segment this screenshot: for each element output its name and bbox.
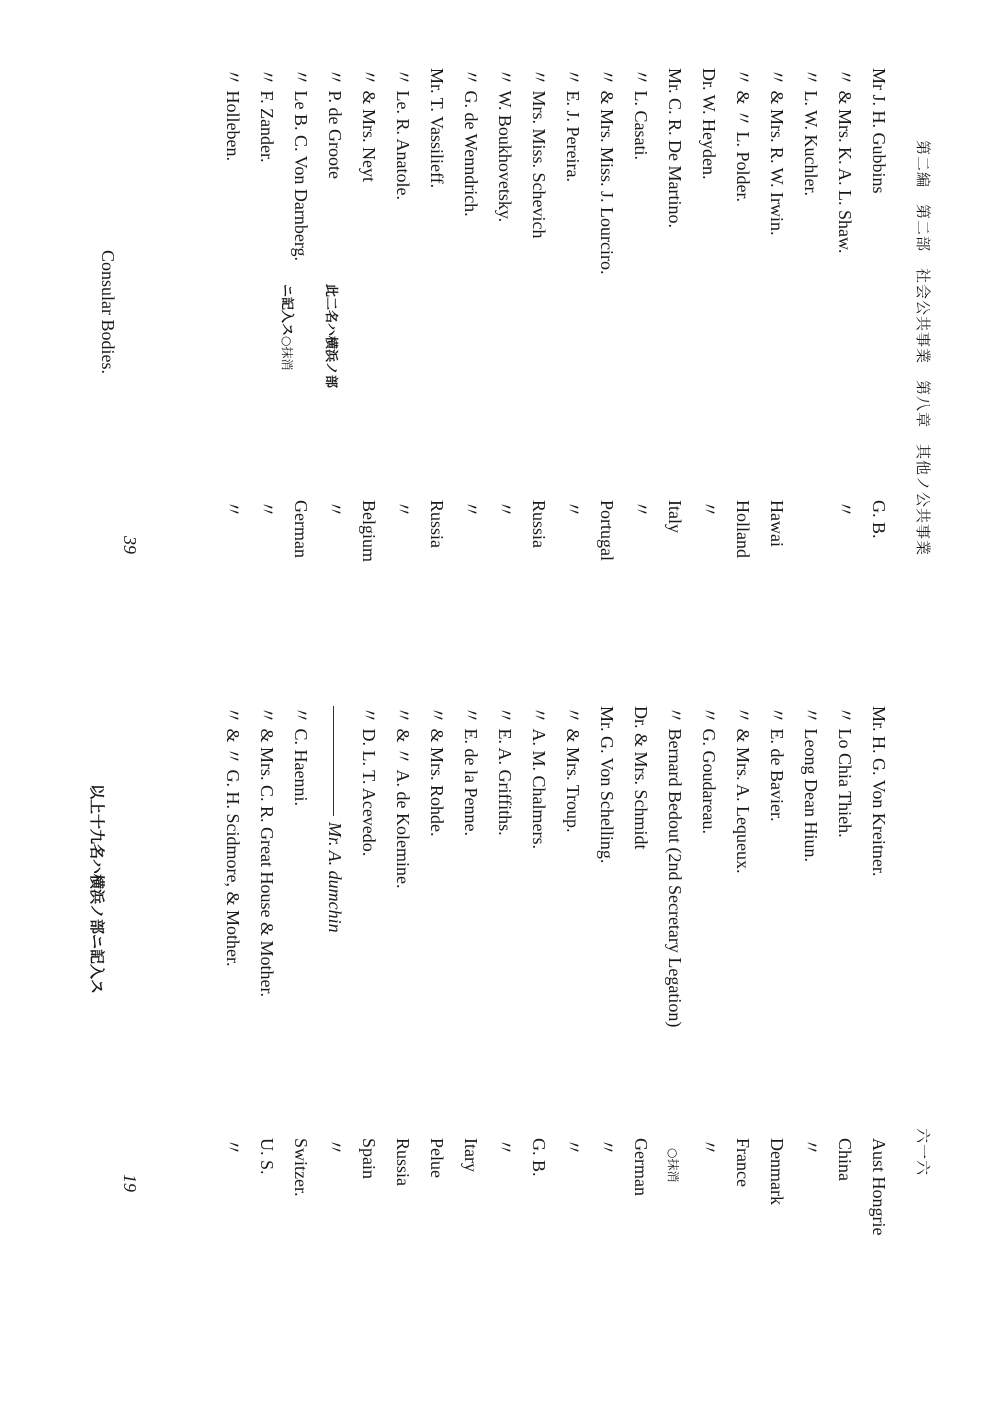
entry-name: Mr. H. G. Von Kreitner. bbox=[869, 706, 889, 877]
entry-country: Switzer. bbox=[291, 1138, 311, 1197]
entry-name: 〃 Le. R. Anatole. bbox=[393, 68, 413, 200]
entry-country: 〃 bbox=[461, 500, 481, 518]
section-footer: Consular Bodies. bbox=[98, 250, 118, 374]
entry-country: G. B. bbox=[529, 1138, 549, 1177]
entry-country: Belgium bbox=[359, 500, 379, 562]
entry-name: Mr. A. dumchin bbox=[325, 822, 345, 933]
entry-name: 〃 & Mrs. Neyt bbox=[359, 68, 379, 182]
entry-name: 〃 & 〃 A. de Kolemine. bbox=[393, 706, 413, 889]
entry-name: Mr J. H. Gubbins bbox=[869, 68, 889, 194]
deletion-mark: ○抹消 bbox=[666, 1148, 680, 1183]
entry-country: U. S. bbox=[257, 1138, 277, 1175]
entry-name: Mr. C. R. De Martino. bbox=[665, 68, 685, 228]
entry-country: 〃 bbox=[495, 500, 515, 518]
entry-name: 〃 A. M. Chalmers. bbox=[529, 706, 549, 849]
entry-country: Aust Hongrie bbox=[869, 1138, 889, 1236]
section-footer-note: 以上十九名ハ横浜ノ部ニ記入ス bbox=[88, 784, 106, 995]
entry-country: Hawai bbox=[767, 500, 787, 547]
entry-name: Mr. G. Von Schelling. bbox=[597, 706, 617, 864]
dash-rule bbox=[333, 706, 334, 816]
entry-country: 〃 bbox=[801, 1138, 821, 1156]
entry-country: 〃 bbox=[631, 500, 651, 518]
entry-name: 〃 W. Boukhovetsky. bbox=[495, 68, 515, 223]
entry-country: 〃 bbox=[325, 500, 345, 518]
entry-country: Denmark bbox=[767, 1138, 787, 1205]
entry-country: 〃 bbox=[393, 500, 413, 518]
entry-name: 〃 C. Haenni. bbox=[291, 706, 311, 806]
page-breadcrumb: 第二編 第二部 社会公共事業 第八章 其他ノ公共事業 bbox=[914, 140, 932, 557]
entry-name: 〃 & Mrs. R. W. Irwin. bbox=[767, 68, 787, 236]
entry-name: 〃 E. J. Pereira. bbox=[563, 68, 583, 182]
page-label: 六一六 bbox=[914, 1128, 932, 1177]
entry-name: 〃 D. L. T. Acevedo. bbox=[359, 706, 379, 857]
entry-name: 〃 F. Zander. bbox=[257, 68, 277, 163]
entry-country: 〃 bbox=[563, 500, 583, 518]
entry-country: 〃 bbox=[563, 1138, 583, 1156]
entry-name: 〃 & Mrs. K. A. L. Shaw. bbox=[835, 68, 855, 254]
entry-name: 〃 Holleben. bbox=[223, 68, 243, 161]
entry-name: 〃 E. de la Penne. bbox=[461, 706, 481, 836]
entry-name: 〃 E. de Bavier. bbox=[767, 706, 787, 822]
page-number: 19 bbox=[120, 1174, 140, 1192]
entry-country: 〃 bbox=[495, 1138, 515, 1156]
entry-country: France bbox=[733, 1138, 753, 1187]
entry-country: Pelue bbox=[427, 1138, 447, 1178]
margin-note-text: ニ記入ス bbox=[279, 284, 294, 337]
entry-name: 〃 Lo Chia Thieh. bbox=[835, 706, 855, 838]
entry-name: 〃 P. de Groote bbox=[325, 68, 345, 179]
entry-country: Italy bbox=[665, 500, 685, 533]
entry-name: 〃 Bernard Bedout (2nd Secretary Legation) bbox=[665, 706, 685, 1028]
entry-country: China bbox=[835, 1138, 855, 1181]
entry-country: 〃 bbox=[223, 1138, 243, 1156]
entry-name: 〃 & Mrs. Rohde. bbox=[427, 706, 447, 837]
entry-name: Mr. T. Vassilieff. bbox=[427, 68, 447, 189]
entry-country: 〃 bbox=[257, 500, 277, 518]
entry-name: 〃 G. Goudareau. bbox=[699, 706, 719, 834]
entry-country: 〃 bbox=[699, 1138, 719, 1156]
entry-name: 〃 L. Casati. bbox=[631, 68, 651, 160]
entry-name: 〃 & Mrs. Miss. J. Lourciro. bbox=[597, 68, 617, 275]
entry-name: 〃 & 〃 G. H. Scidmore, & Mother. bbox=[223, 706, 243, 967]
entry-name: 〃 Leong Dean Hiun. bbox=[801, 706, 821, 862]
entry-country: Holland bbox=[733, 500, 753, 558]
entry-country: 〃 bbox=[223, 500, 243, 518]
entry-country: 〃 bbox=[597, 1138, 617, 1156]
entry-name: Dr. & Mrs. Schmidt bbox=[631, 706, 651, 850]
entry-country: Russia bbox=[529, 500, 549, 549]
entry-name: 〃 G. de Wenndrich. bbox=[461, 68, 481, 217]
entry-name: 〃 & Mrs. C. R. Great House & Mother. bbox=[257, 706, 277, 997]
entry-country: 〃 bbox=[325, 1138, 345, 1156]
entry-country: Portugal bbox=[597, 500, 617, 561]
margin-note: 此二名ハ横浜ノ部 bbox=[323, 284, 338, 389]
entry-country: German bbox=[291, 500, 311, 558]
entry-country: 〃 bbox=[699, 500, 719, 518]
page-number: 39 bbox=[120, 536, 140, 554]
entry-country: Itary bbox=[461, 1138, 481, 1172]
entry-country: Russia bbox=[427, 500, 447, 549]
entry-name: 〃 Le B. C. Von Darnberg. bbox=[291, 68, 311, 261]
deletion-mark: ○抹消 bbox=[280, 336, 294, 371]
entry-country: Spain bbox=[359, 1138, 379, 1180]
entry-name: 〃 & Mrs. Troup. bbox=[563, 706, 583, 833]
entry-name: Dr. W. Heyden. bbox=[699, 68, 719, 180]
entry-name: 〃 L. W. Kuchler. bbox=[801, 68, 821, 196]
entry-name-with-dash bbox=[322, 706, 348, 933]
entry-country: 〃 bbox=[835, 500, 855, 518]
entry-name: 〃 & Mrs. A. Lequeux. bbox=[733, 706, 753, 874]
entry-country: G. B. bbox=[869, 500, 889, 539]
entry-country: Russia bbox=[393, 1138, 413, 1187]
entry-name: 〃 E. A. Griffiths. bbox=[495, 706, 515, 836]
margin-note-second-line bbox=[278, 284, 298, 371]
entry-name: 〃 & 〃 L. Polder. bbox=[733, 68, 753, 202]
entry-name: 〃 Mrs. Miss. Schevich bbox=[529, 68, 549, 239]
entry-country: German bbox=[631, 1138, 651, 1196]
